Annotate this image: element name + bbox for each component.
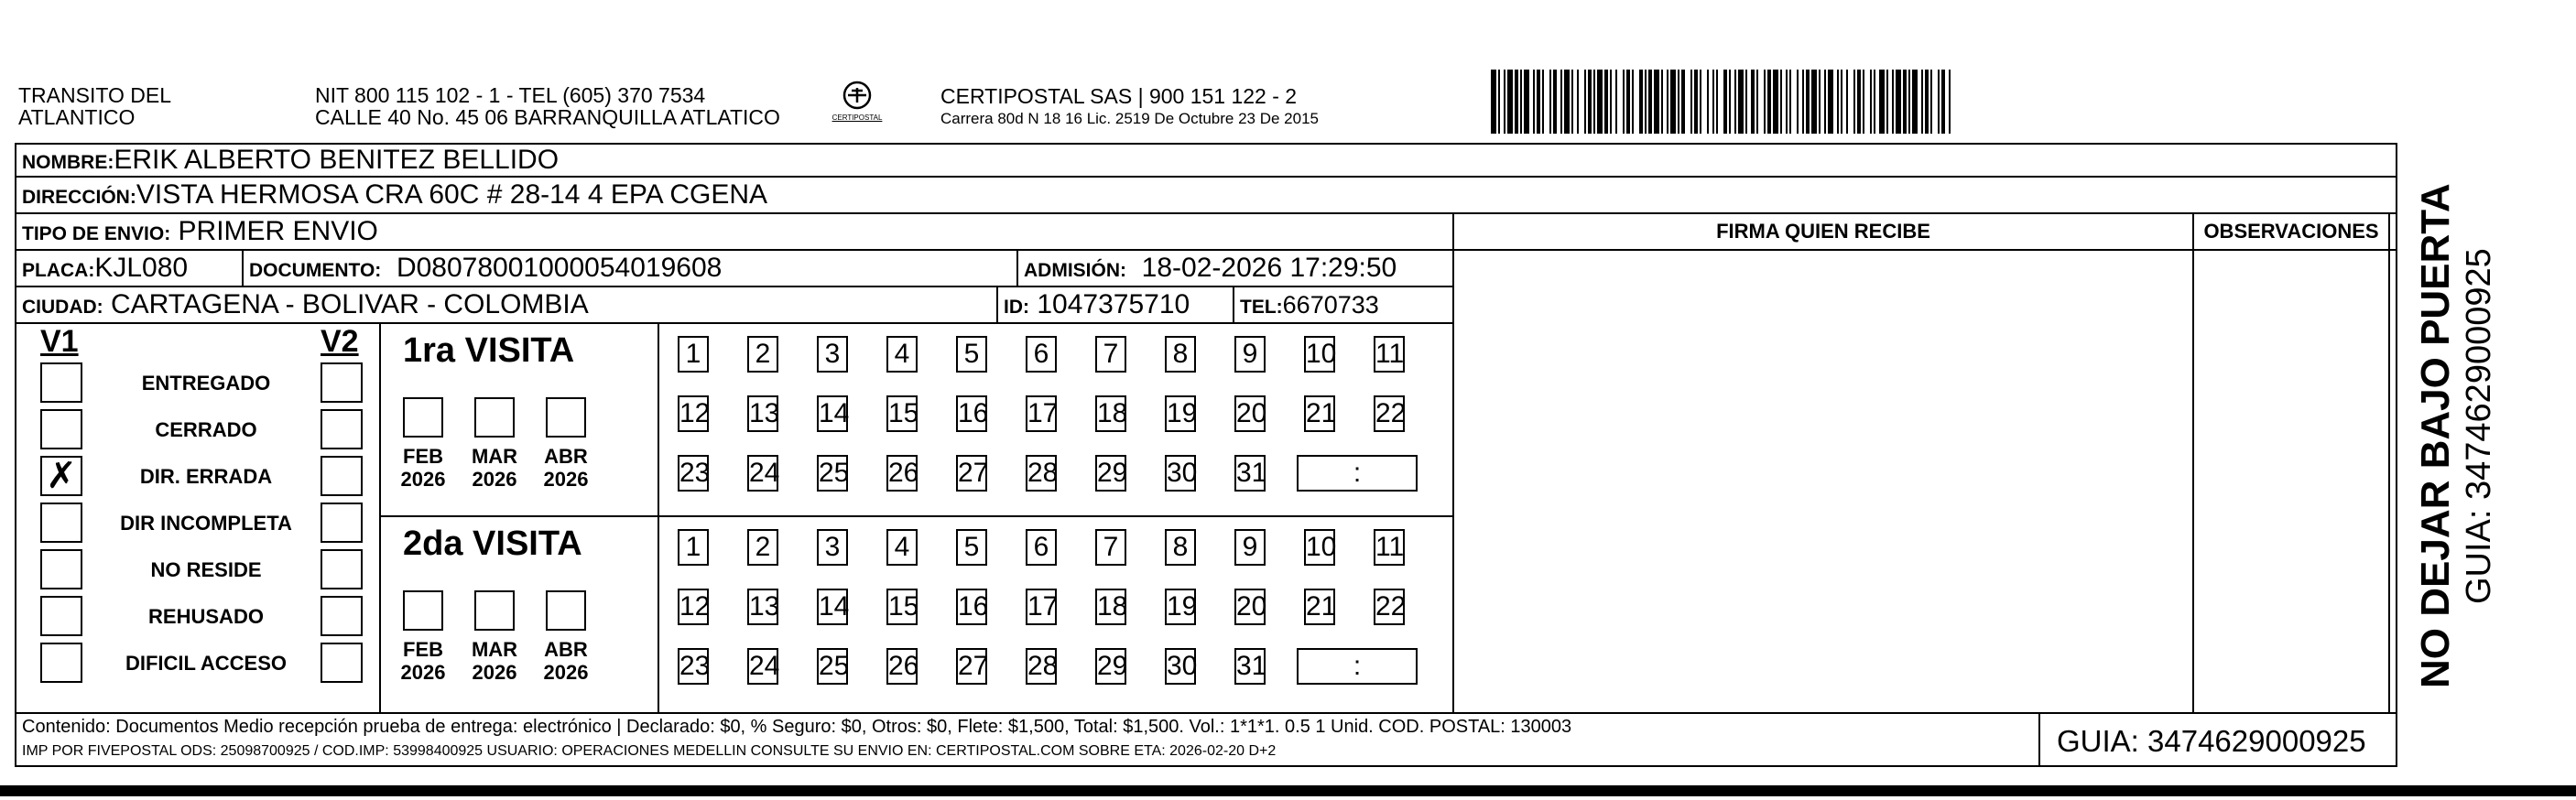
id-label: ID:	[1004, 297, 1029, 318]
day-box[interactable]: 18	[1095, 589, 1126, 625]
admision-label: ADMISIÓN:	[1024, 260, 1126, 281]
documento-value: D08078001000054019608	[396, 253, 723, 283]
day-box[interactable]: 22	[1374, 589, 1405, 625]
month-label	[537, 638, 595, 684]
day-box[interactable]: 5	[956, 336, 987, 373]
admision-field	[1024, 253, 1397, 286]
day-box[interactable]: 8	[1165, 529, 1196, 566]
direccion-label: DIRECCIÓN:	[22, 187, 136, 208]
status-option-label: DIR. ERRADA	[139, 465, 273, 488]
v1-checkbox[interactable]: ✗	[40, 456, 82, 496]
day-box[interactable]: 28	[1026, 648, 1057, 685]
day-box[interactable]: 7	[1095, 529, 1126, 566]
month-checkbox[interactable]	[474, 590, 515, 631]
day-box[interactable]: 28	[1026, 455, 1057, 492]
day-box[interactable]: 23	[678, 648, 709, 685]
day-box[interactable]: 5	[956, 529, 987, 566]
month-name: ABR	[544, 445, 588, 468]
day-box[interactable]: 31	[1234, 648, 1266, 685]
day-box[interactable]: 1	[678, 529, 709, 566]
month-label	[465, 638, 524, 684]
day-box[interactable]: 12	[678, 589, 709, 625]
barcode	[1491, 70, 1951, 134]
day-box[interactable]: 9	[1234, 529, 1266, 566]
v2-label: V2	[321, 324, 359, 359]
day-box[interactable]: 13	[747, 589, 778, 625]
certipostal-logo	[821, 81, 894, 128]
ciudad-field	[22, 289, 589, 323]
nit-line: NIT 800 115 102 - 1 - TEL (605) 370 7534	[315, 83, 706, 107]
day-box[interactable]: 4	[886, 336, 918, 373]
day-box[interactable]: 25	[817, 648, 848, 685]
side-no-dejar: NO DEJAR BAJO PUERTA	[2413, 183, 2458, 688]
month-checkbox[interactable]	[403, 590, 443, 631]
month-name: MAR	[471, 445, 518, 468]
status-option-label: CERRADO	[155, 418, 257, 441]
day-box[interactable]: 30	[1165, 648, 1196, 685]
day-box[interactable]: 6	[1026, 336, 1057, 373]
month-year: 2026	[400, 468, 446, 491]
sender-info	[315, 84, 780, 128]
visit-title: 1ra VISITA	[403, 331, 575, 370]
id-field	[1004, 289, 1190, 323]
day-box[interactable]: 7	[1095, 336, 1126, 373]
day-box[interactable]: 25	[817, 455, 848, 492]
month-year: 2026	[472, 468, 517, 491]
company-line: CERTIPOSTAL SAS | 900 151 122 - 2	[940, 84, 1298, 108]
tipo-envio-field	[22, 216, 378, 250]
sender-line-2: ATLANTICO	[18, 105, 136, 129]
day-box[interactable]: 9	[1234, 336, 1266, 373]
month-name: FEB	[403, 445, 443, 468]
day-box[interactable]: 16	[956, 589, 987, 625]
day-box[interactable]: 1	[678, 336, 709, 373]
direccion-value: VISTA HERMOSA CRA 60C # 28-14 4 EPA CGENA	[136, 179, 768, 210]
license-line: Carrera 80d N 18 16 Lic. 2519 De Octubre 23 De 2015	[940, 110, 1319, 127]
day-box[interactable]: 17	[1026, 395, 1057, 432]
day-box[interactable]: 13	[747, 395, 778, 432]
day-box[interactable]: 12	[678, 395, 709, 432]
address-line: CALLE 40 No. 45 06 BARRANQUILLA ATLATICO	[315, 105, 780, 129]
month-checkbox[interactable]	[546, 397, 586, 438]
month-year: 2026	[543, 468, 589, 491]
ciudad-value: CARTAGENA - BOLIVAR - COLOMBIA	[111, 289, 589, 319]
placa-value: KJL080	[94, 253, 189, 283]
company-info	[940, 84, 1319, 130]
month-year: 2026	[472, 661, 517, 684]
day-box[interactable]: 19	[1165, 589, 1196, 625]
day-box[interactable]: 21	[1304, 589, 1335, 625]
day-box[interactable]: 31	[1234, 455, 1266, 492]
status-option-label: NO RESIDE	[150, 558, 262, 581]
barcode-bar	[1949, 70, 1951, 134]
day-box[interactable]: 11	[1374, 336, 1405, 373]
month-label	[394, 638, 452, 684]
day-box[interactable]: 17	[1026, 589, 1057, 625]
admision-value: 18-02-2026 17:29:50	[1141, 253, 1397, 283]
placa-field	[22, 253, 188, 286]
status-option-label: DIR INCOMPLETA	[120, 512, 292, 535]
side-guia: GUIA: 3474629000925	[2460, 248, 2498, 604]
month-name: FEB	[403, 638, 443, 661]
nombre-field	[22, 145, 559, 178]
nombre-value: ERIK ALBERTO BENITEZ BELLIDO	[114, 145, 560, 175]
day-box[interactable]: 2	[747, 336, 778, 373]
day-box[interactable]: 24	[747, 455, 778, 492]
month-name: ABR	[544, 638, 588, 661]
ciudad-label: CIUDAD:	[22, 297, 103, 318]
day-box[interactable]: 27	[956, 648, 987, 685]
tipo-envio-value: PRIMER ENVIO	[178, 216, 378, 246]
day-box[interactable]: 29	[1095, 648, 1126, 685]
day-box[interactable]: 14	[817, 395, 848, 432]
day-box[interactable]: 19	[1165, 395, 1196, 432]
signature-area[interactable]	[1454, 251, 2192, 712]
day-box[interactable]: 21	[1304, 395, 1335, 432]
documento-label: DOCUMENTO:	[249, 260, 382, 281]
day-box[interactable]: 20	[1234, 395, 1266, 432]
day-box[interactable]: 10	[1304, 336, 1335, 373]
month-checkbox[interactable]	[474, 397, 515, 438]
direccion-field	[22, 179, 767, 213]
footer-imp: IMP POR FIVEPOSTAL ODS: 25098700925 / COD.IMP: 53998400925 USUARIO: OPERACIONES MEDELLIN CONSULTE SU ENVIO EN: CERTIPOSTAL.COM SOBRE ETA: 2026-02-20 D+2	[22, 743, 1277, 759]
day-box[interactable]: 27	[956, 455, 987, 492]
day-box[interactable]: 24	[747, 648, 778, 685]
day-box[interactable]: 8	[1165, 336, 1196, 373]
day-box[interactable]: 3	[817, 529, 848, 566]
day-box[interactable]: 6	[1026, 529, 1057, 566]
month-checkbox[interactable]	[403, 397, 443, 438]
time-box[interactable]: :	[1297, 648, 1418, 685]
status-option-label: REHUSADO	[148, 605, 264, 628]
day-box[interactable]: 30	[1165, 455, 1196, 492]
month-year: 2026	[400, 661, 446, 684]
footer-contenido: Contenido: Documentos Medio recepción prueba de entrega: electrónico | Declarado: $0, % Seguro: $0, Otros: $0, Flete: $1,500, Total: $1,500. Vol.: 1*1*1. 0.5 1 Unid. COD. POSTAL: 130003	[22, 717, 1572, 737]
day-box[interactable]: 2	[747, 529, 778, 566]
day-box[interactable]: 26	[886, 648, 918, 685]
firma-header: FIRMA QUIEN RECIBE	[1716, 220, 1930, 243]
month-label	[465, 445, 524, 491]
sender-line-1: TRANSITO DEL	[18, 83, 171, 107]
month-label	[394, 445, 452, 491]
day-box[interactable]: 23	[678, 455, 709, 492]
month-label	[537, 445, 595, 491]
day-box[interactable]: 16	[956, 395, 987, 432]
day-box[interactable]: 4	[886, 529, 918, 566]
tel-value: 6670733	[1282, 291, 1379, 319]
day-box[interactable]: 15	[886, 589, 918, 625]
day-box[interactable]: 15	[886, 395, 918, 432]
month-checkbox[interactable]	[546, 590, 586, 631]
time-box[interactable]: :	[1297, 455, 1418, 492]
placa-label: PLACA:	[22, 260, 95, 281]
day-box[interactable]: 18	[1095, 395, 1126, 432]
day-box[interactable]: 3	[817, 336, 848, 373]
id-value: 1047375710	[1037, 289, 1190, 319]
tel-label: TEL:	[1240, 297, 1283, 318]
status-option-label: DIFICIL ACCESO	[125, 652, 287, 675]
day-box[interactable]: 29	[1095, 455, 1126, 492]
observaciones-header: OBSERVACIONES	[2203, 220, 2379, 243]
month-name: MAR	[471, 638, 518, 661]
v1-label: V1	[40, 324, 79, 359]
day-box[interactable]: 22	[1374, 395, 1405, 432]
tipo-envio-label: TIPO DE ENVIO:	[22, 223, 171, 244]
documento-field	[249, 253, 722, 286]
sender-name	[18, 84, 171, 128]
visit-title: 2da VISITA	[403, 524, 582, 563]
day-box[interactable]: 14	[817, 589, 848, 625]
day-box[interactable]: 11	[1374, 529, 1405, 566]
status-option-label: ENTREGADO	[141, 372, 271, 395]
nombre-label: NOMBRE:	[22, 152, 114, 173]
tel-field	[1240, 289, 1379, 323]
day-box[interactable]: 10	[1304, 529, 1335, 566]
observaciones-area[interactable]	[2194, 251, 2388, 712]
logo-text: CERTIPOSTAL	[831, 114, 883, 122]
day-box[interactable]: 26	[886, 455, 918, 492]
day-box[interactable]: 20	[1234, 589, 1266, 625]
month-year: 2026	[543, 661, 589, 684]
scan-edge	[0, 785, 2576, 796]
footer-guia: GUIA: 3474629000925	[2057, 724, 2366, 758]
